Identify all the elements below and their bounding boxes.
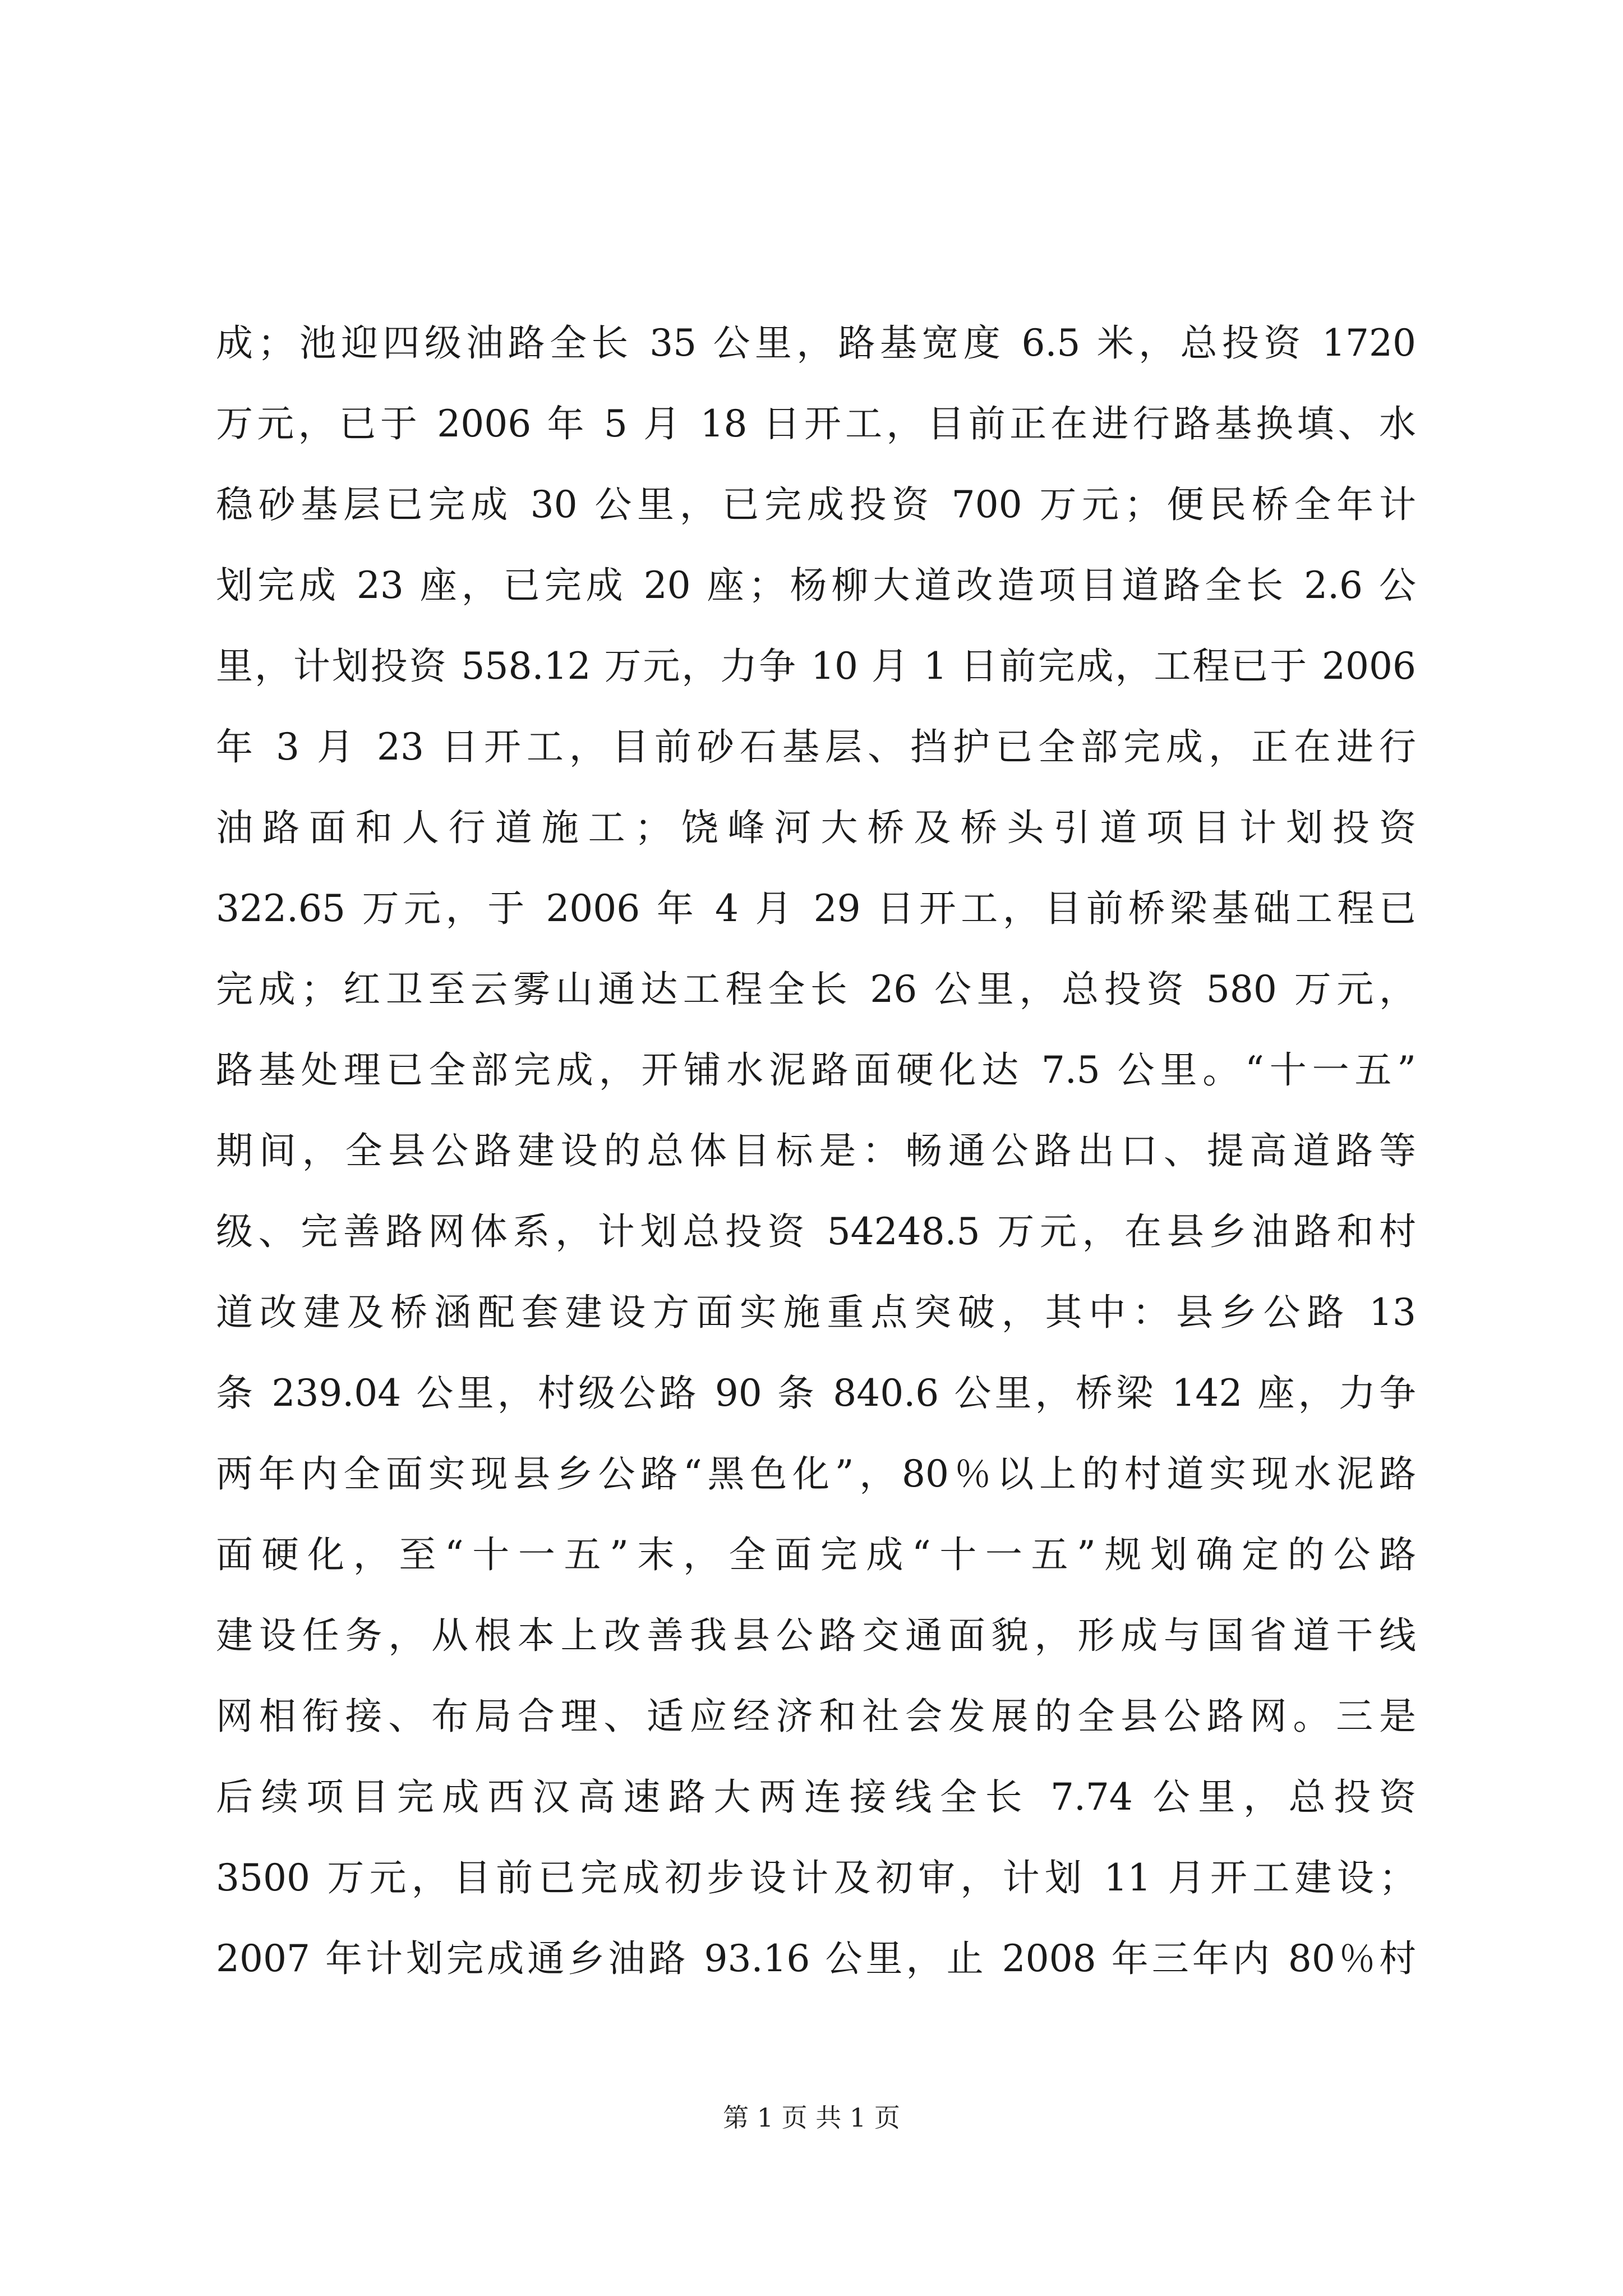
- page-footer: [0, 2101, 1623, 2134]
- page-number: 第 1 页 共 1 页: [723, 2102, 900, 2133]
- text-line: 2007 年计划完成通乡油路 93.16 公里，止 2008 年三年内 80％村: [216, 1937, 1416, 1980]
- text-line: 道改建及桥涵配套建设方面实施重点突破，其中：县乡公路 13: [216, 1291, 1416, 1334]
- text-line: 成；池迎四级油路全长 35 公里，路基宽度 6.5 米，总投资 1720: [216, 321, 1416, 365]
- text-line: 里，计划投资 558.12 万元，力争 10 月 1 日前完成，工程已于 2006: [216, 645, 1416, 688]
- text-line: 条 239.04 公里，村级公路 90 条 840.6 公里，桥梁 142 座，力争: [216, 1372, 1416, 1415]
- text-line: 网相衔接、布局合理、适应经济和社会发展的全县公路网。三是: [216, 1695, 1416, 1738]
- text-line: 322.65 万元，于 2006 年 4 月 29 日开工，目前桥梁基础工程已: [216, 887, 1416, 930]
- text-line: 油路面和人行道施工；饶峰河大桥及桥头引道项目计划投资: [216, 806, 1416, 849]
- text-line: 路基处理已全部完成，开铺水泥路面硬化达 7.5 公里。“十一五”: [216, 1048, 1416, 1092]
- text-line: 完成；红卫至云雾山通达工程全长 26 公里，总投资 580 万元，: [216, 968, 1416, 1011]
- text-line: 3500 万元，目前已完成初步设计及初审，计划 11 月开工建设；: [216, 1856, 1416, 1899]
- text-line: 级、完善路网体系，计划总投资 54248.5 万元，在县乡油路和村: [216, 1210, 1416, 1253]
- body-text: [216, 303, 1416, 1999]
- text-line: 建设任务，从根本上改善我县公路交通面貌，形成与国省道干线: [216, 1614, 1416, 1657]
- text-line: 年 3 月 23 日开工，目前砂石基层、挡护已全部完成，正在进行: [216, 725, 1416, 769]
- text-line: 稳砂基层已完成 30 公里，已完成投资 700 万元；便民桥全年计: [216, 483, 1416, 526]
- text-line: 两年内全面实现县乡公路“黑色化”，80％以上的村道实现水泥路: [216, 1452, 1416, 1496]
- text-line: 后续项目完成西汉高速路大两连接线全长 7.74 公里，总投资: [216, 1775, 1416, 1819]
- text-line: 面硬化，至“十一五”末，全面完成“十一五”规划确定的公路: [216, 1533, 1416, 1576]
- text-line: 期间，全县公路建设的总体目标是：畅通公路出口、提高道路等: [216, 1129, 1416, 1172]
- text-line: 划完成 23 座，已完成 20 座；杨柳大道改造项目道路全长 2.6 公: [216, 564, 1416, 607]
- text-line: 万元，已于 2006 年 5 月 18 日开工，目前正在进行路基换填、水: [216, 402, 1416, 445]
